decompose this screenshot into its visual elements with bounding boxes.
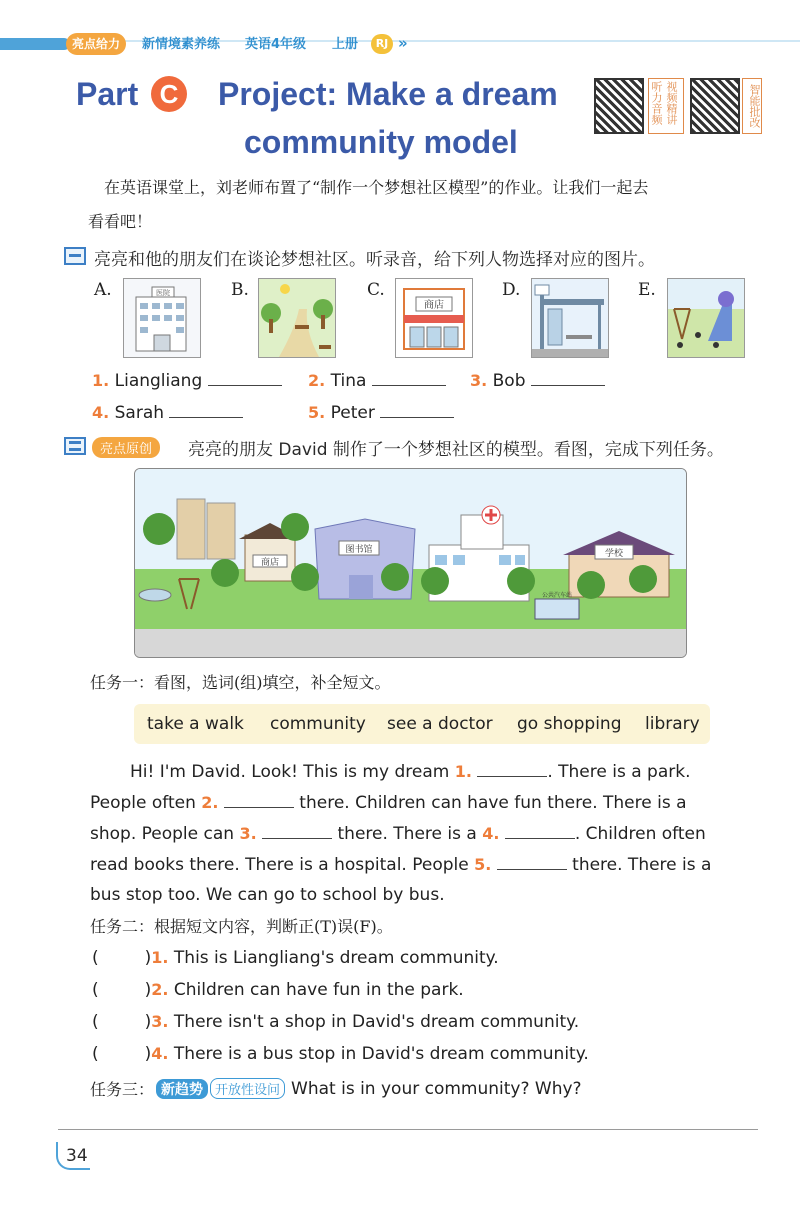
hospital-picture — [123, 278, 201, 358]
person-name: Peter — [330, 403, 375, 423]
open-question-tag: 开放性设问 — [210, 1078, 285, 1099]
picture-label: D. — [502, 280, 521, 300]
picture-label: A. — [94, 280, 112, 300]
answer-blank[interactable] — [208, 370, 282, 386]
section2-instruction: 亮亮的朋友 David 制作了一个梦想社区的模型。看图，完成下列任务。 — [188, 440, 724, 460]
part-letter: C — [151, 76, 187, 112]
original-tag: 亮点原创 — [92, 437, 160, 458]
qr-code-grading[interactable] — [690, 78, 740, 134]
passage-text: there. Children can have fun there. There is a — [293, 793, 687, 813]
fill-blank[interactable] — [505, 823, 575, 839]
tf-item — [92, 1044, 589, 1064]
passage-text: there. There is a — [566, 855, 712, 875]
item-number: 2. — [151, 980, 169, 999]
passage-line — [90, 818, 762, 850]
blank-number: 1. — [454, 762, 472, 781]
picture-label: E. — [638, 280, 656, 300]
section-number-icon — [64, 437, 86, 455]
paren-open: ( — [92, 948, 99, 968]
picture-label: B. — [231, 280, 249, 300]
passage-text: bus stop too. We can go to school by bus. — [90, 885, 445, 905]
header-bar — [0, 38, 70, 50]
passage-line — [90, 849, 762, 881]
tf-item — [92, 1012, 579, 1032]
person-name: Tina — [330, 371, 367, 391]
paren-close: ) — [144, 980, 152, 1000]
tf-item — [92, 948, 499, 968]
passage-line — [90, 787, 762, 819]
paren-close: ) — [144, 948, 152, 968]
brand-logo: 亮点给力 — [66, 33, 126, 55]
word-bank-item: take a walk — [147, 714, 244, 734]
task3-line — [90, 1077, 582, 1100]
chevron-right-icon: » — [398, 34, 408, 52]
page-title-line2: community model — [244, 124, 518, 160]
fill-blank[interactable] — [477, 761, 547, 777]
paren-open: ( — [92, 980, 99, 1000]
fill-blank[interactable] — [262, 823, 332, 839]
person-name: Sarah — [114, 403, 165, 423]
new-trend-tag: 新趋势 — [156, 1079, 208, 1099]
section-number-icon — [64, 247, 86, 265]
hospital-sign-text: 医院 — [156, 289, 170, 297]
question-1 — [92, 370, 282, 391]
item-number: 1. — [151, 948, 169, 967]
intro-line1: 在英语课堂上，刘老师布置了“制作一个梦想社区模型”的作业。让我们一起去 — [104, 178, 649, 197]
statement-text: There isn't a shop in David's dream community. — [173, 1012, 580, 1032]
person-name: Liangliang — [114, 371, 203, 391]
item-number: 4. — [151, 1044, 169, 1063]
blank-number: 4. — [482, 824, 500, 843]
shop-picture — [395, 278, 473, 358]
tf-item — [92, 980, 464, 1000]
question-2 — [308, 370, 446, 391]
passage-text: . Children often — [574, 824, 706, 844]
passage-line — [90, 756, 762, 788]
passage-text: People often — [90, 793, 202, 813]
paren-close: ) — [144, 1044, 152, 1064]
illustration-school-sign: 学校 — [604, 549, 624, 559]
qr-code-audio[interactable] — [594, 78, 644, 134]
illustration-bus-sign: 公共汽车站 — [541, 592, 573, 599]
qr-label-text: 视频精讲 — [665, 81, 678, 125]
question-number: 3. — [470, 371, 488, 390]
passage-text: read books there. There is a hospital. People — [90, 855, 475, 875]
task1-title: 任务一：看图，选词(组)填空，补全短文。 — [90, 673, 391, 692]
section1-instruction: 亮亮和他的朋友们在谈论梦想社区。听录音，给下列人物选择对应的图片。 — [94, 250, 655, 270]
fill-blank[interactable] — [497, 854, 567, 870]
page-title-line1: Project: Make a dream — [218, 76, 558, 112]
subject-grade: 英语4年级 — [245, 37, 307, 52]
qr-label-grading: 智能批改 — [742, 78, 762, 134]
passage-text: shop. People can — [90, 824, 240, 844]
question-number: 1. — [92, 371, 110, 390]
playground-picture — [667, 278, 745, 358]
question-3 — [470, 370, 605, 391]
illustration-shop-sign: 商店 — [260, 558, 280, 568]
series-name: 新情境素养练 — [142, 37, 221, 52]
word-bank-item: community — [270, 714, 366, 734]
statement-text: There is a bus stop in David's dream community. — [173, 1044, 589, 1064]
statement-text: Children can have fun in the park. — [173, 980, 464, 1000]
answer-blank[interactable] — [380, 402, 454, 418]
qr-label-audio — [648, 78, 684, 134]
word-bank-item: see a doctor — [387, 714, 493, 734]
blank-number: 2. — [201, 793, 219, 812]
question-number: 4. — [92, 403, 110, 422]
task3-prefix: 任务三： — [90, 1080, 155, 1099]
shop-sign-text: 商店 — [424, 300, 444, 311]
passage-text: Hi! I'm David. Look! This is my dream — [130, 762, 455, 782]
paren-open: ( — [92, 1012, 99, 1032]
person-name: Bob — [492, 371, 526, 391]
blank-number: 3. — [239, 824, 257, 843]
park-picture — [258, 278, 336, 358]
footer-divider — [58, 1129, 758, 1130]
passage-text: . There is a park. — [547, 762, 691, 782]
question-4 — [92, 402, 243, 423]
volume-label: 上册 — [332, 37, 359, 52]
answer-blank[interactable] — [169, 402, 243, 418]
qr-label-text: 听力音频 — [650, 81, 663, 125]
picture-label: C. — [367, 280, 385, 300]
blank-number: 5. — [474, 855, 492, 874]
intro-line2: 看看吧！ — [88, 212, 153, 231]
question-5 — [308, 402, 454, 423]
paren-close: ) — [144, 1012, 152, 1032]
question-number: 5. — [308, 403, 326, 422]
fill-blank[interactable] — [224, 792, 294, 808]
task3-question: What is in your community? Why? — [291, 1078, 582, 1099]
edition-badge: RJ — [371, 34, 393, 54]
answer-blank[interactable] — [531, 370, 605, 386]
passage-line — [90, 880, 762, 911]
paren-open: ( — [92, 1044, 99, 1064]
bus-stop-picture — [531, 278, 609, 358]
community-illustration — [134, 468, 687, 658]
word-bank-item: go shopping — [517, 714, 622, 734]
task2-title: 任务二：根据短文内容，判断正(T)误(F)。 — [90, 917, 393, 936]
answer-blank[interactable] — [372, 370, 446, 386]
statement-text: This is Liangliang's dream community. — [173, 948, 499, 968]
page-number: 34 — [66, 1146, 88, 1166]
item-number: 3. — [151, 1012, 169, 1031]
passage-text: there. There is a — [332, 824, 483, 844]
word-bank-item: library — [645, 714, 700, 734]
part-label: Part — [76, 76, 139, 112]
illustration-library-sign: 图书馆 — [345, 545, 373, 555]
question-number: 2. — [308, 371, 326, 390]
